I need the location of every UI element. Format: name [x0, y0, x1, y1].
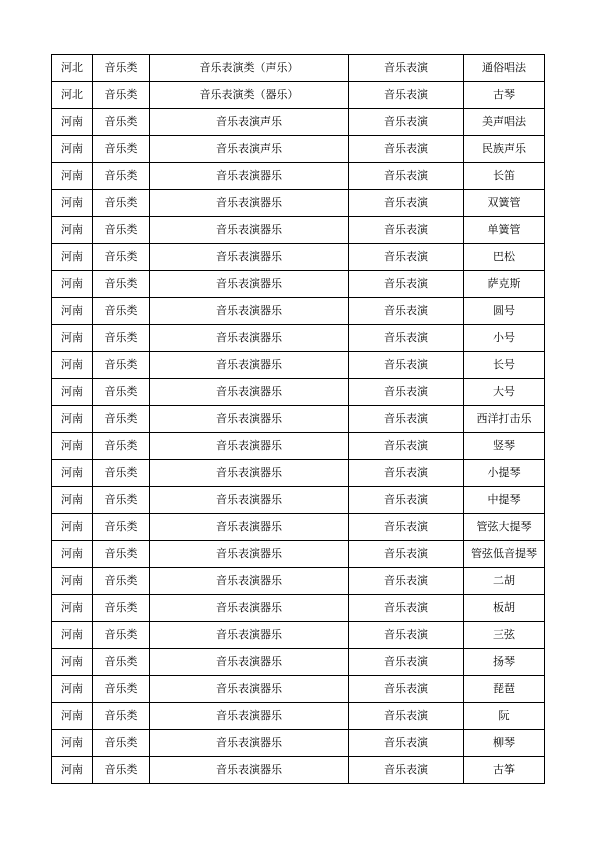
table-body — [52, 55, 545, 784]
table-row — [52, 163, 545, 190]
table-row — [52, 325, 545, 352]
province-cell: 河南 — [52, 379, 93, 406]
major-cell: 音乐表演 — [349, 352, 464, 379]
direction-cell: 二胡 — [464, 568, 545, 595]
table-row — [52, 109, 545, 136]
major-cell: 音乐表演 — [349, 757, 464, 784]
province-cell: 河南 — [52, 109, 93, 136]
category-cell: 音乐类 — [93, 703, 150, 730]
province-cell: 河南 — [52, 514, 93, 541]
category-cell: 音乐类 — [93, 460, 150, 487]
category-cell: 音乐类 — [93, 217, 150, 244]
direction-cell: 双簧管 — [464, 190, 545, 217]
subcategory-cell: 音乐表演器乐 — [150, 460, 349, 487]
province-cell: 河南 — [52, 703, 93, 730]
table-row — [52, 406, 545, 433]
major-cell: 音乐表演 — [349, 244, 464, 271]
province-cell: 河北 — [52, 55, 93, 82]
subcategory-cell: 音乐表演器乐 — [150, 217, 349, 244]
major-cell: 音乐表演 — [349, 325, 464, 352]
category-cell: 音乐类 — [93, 676, 150, 703]
major-cell: 音乐表演 — [349, 730, 464, 757]
province-cell: 河南 — [52, 595, 93, 622]
category-cell: 音乐类 — [93, 541, 150, 568]
table-row — [52, 730, 545, 757]
subcategory-cell: 音乐表演器乐 — [150, 703, 349, 730]
major-cell: 音乐表演 — [349, 622, 464, 649]
major-cell: 音乐表演 — [349, 487, 464, 514]
direction-cell: 长笛 — [464, 163, 545, 190]
province-cell: 河南 — [52, 217, 93, 244]
direction-cell: 琵琶 — [464, 676, 545, 703]
category-cell: 音乐类 — [93, 82, 150, 109]
table-row — [52, 703, 545, 730]
category-cell: 音乐类 — [93, 190, 150, 217]
table-row — [52, 82, 545, 109]
category-cell: 音乐类 — [93, 622, 150, 649]
table-row — [52, 271, 545, 298]
major-cell: 音乐表演 — [349, 541, 464, 568]
province-cell: 河南 — [52, 244, 93, 271]
province-cell: 河南 — [52, 352, 93, 379]
subcategory-cell: 音乐表演声乐 — [150, 136, 349, 163]
table-row — [52, 568, 545, 595]
major-cell: 音乐表演 — [349, 271, 464, 298]
category-cell: 音乐类 — [93, 757, 150, 784]
major-cell: 音乐表演 — [349, 190, 464, 217]
major-cell: 音乐表演 — [349, 460, 464, 487]
category-cell: 音乐类 — [93, 163, 150, 190]
major-cell: 音乐表演 — [349, 55, 464, 82]
major-cell: 音乐表演 — [349, 649, 464, 676]
category-cell: 音乐类 — [93, 298, 150, 325]
subcategory-cell: 音乐表演器乐 — [150, 676, 349, 703]
table-row — [52, 352, 545, 379]
table-row — [52, 460, 545, 487]
subcategory-cell: 音乐表演器乐 — [150, 487, 349, 514]
subcategory-cell: 音乐表演器乐 — [150, 541, 349, 568]
province-cell: 河南 — [52, 676, 93, 703]
major-cell: 音乐表演 — [349, 406, 464, 433]
direction-cell: 柳琴 — [464, 730, 545, 757]
major-cell: 音乐表演 — [349, 217, 464, 244]
direction-cell: 大号 — [464, 379, 545, 406]
major-cell: 音乐表演 — [349, 703, 464, 730]
subcategory-cell: 音乐表演器乐 — [150, 730, 349, 757]
direction-cell: 西洋打击乐 — [464, 406, 545, 433]
subcategory-cell: 音乐表演器乐 — [150, 190, 349, 217]
direction-cell: 扬琴 — [464, 649, 545, 676]
category-cell: 音乐类 — [93, 271, 150, 298]
major-cell: 音乐表演 — [349, 568, 464, 595]
subcategory-cell: 音乐表演器乐 — [150, 595, 349, 622]
subcategory-cell: 音乐表演类（声乐） — [150, 55, 349, 82]
category-cell: 音乐类 — [93, 136, 150, 163]
province-cell: 河南 — [52, 406, 93, 433]
subcategory-cell: 音乐表演器乐 — [150, 298, 349, 325]
subcategory-cell: 音乐表演器乐 — [150, 757, 349, 784]
province-cell: 河南 — [52, 271, 93, 298]
category-cell: 音乐类 — [93, 379, 150, 406]
direction-cell: 民族声乐 — [464, 136, 545, 163]
table-row — [52, 487, 545, 514]
table-row — [52, 190, 545, 217]
province-cell: 河南 — [52, 325, 93, 352]
data-table — [51, 54, 545, 784]
subcategory-cell: 音乐表演器乐 — [150, 244, 349, 271]
direction-cell: 三弦 — [464, 622, 545, 649]
major-cell: 音乐表演 — [349, 136, 464, 163]
province-cell: 河南 — [52, 163, 93, 190]
direction-cell: 通俗唱法 — [464, 55, 545, 82]
major-cell: 音乐表演 — [349, 163, 464, 190]
category-cell: 音乐类 — [93, 352, 150, 379]
direction-cell: 古琴 — [464, 82, 545, 109]
table-row — [52, 595, 545, 622]
table-row — [52, 55, 545, 82]
province-cell: 河南 — [52, 433, 93, 460]
direction-cell: 美声唱法 — [464, 109, 545, 136]
direction-cell: 小号 — [464, 325, 545, 352]
province-cell: 河南 — [52, 568, 93, 595]
subcategory-cell: 音乐表演器乐 — [150, 406, 349, 433]
province-cell: 河南 — [52, 190, 93, 217]
subcategory-cell: 音乐表演器乐 — [150, 649, 349, 676]
category-cell: 音乐类 — [93, 730, 150, 757]
direction-cell: 萨克斯 — [464, 271, 545, 298]
subcategory-cell: 音乐表演器乐 — [150, 163, 349, 190]
subcategory-cell: 音乐表演器乐 — [150, 325, 349, 352]
major-cell: 音乐表演 — [349, 676, 464, 703]
province-cell: 河南 — [52, 730, 93, 757]
category-cell: 音乐类 — [93, 433, 150, 460]
province-cell: 河南 — [52, 541, 93, 568]
category-cell: 音乐类 — [93, 595, 150, 622]
category-cell: 音乐类 — [93, 244, 150, 271]
table-row — [52, 244, 545, 271]
direction-cell: 管弦大提琴 — [464, 514, 545, 541]
subcategory-cell: 音乐表演器乐 — [150, 622, 349, 649]
table-row — [52, 649, 545, 676]
subcategory-cell: 音乐表演类（器乐） — [150, 82, 349, 109]
subcategory-cell: 音乐表演器乐 — [150, 379, 349, 406]
direction-cell: 巴松 — [464, 244, 545, 271]
province-cell: 河北 — [52, 82, 93, 109]
direction-cell: 中提琴 — [464, 487, 545, 514]
table-row — [52, 676, 545, 703]
category-cell: 音乐类 — [93, 514, 150, 541]
table-row — [52, 379, 545, 406]
table-row — [52, 217, 545, 244]
subcategory-cell: 音乐表演器乐 — [150, 271, 349, 298]
major-cell: 音乐表演 — [349, 433, 464, 460]
province-cell: 河南 — [52, 487, 93, 514]
table-row — [52, 298, 545, 325]
table-row — [52, 541, 545, 568]
table-row — [52, 514, 545, 541]
major-cell: 音乐表演 — [349, 595, 464, 622]
category-cell: 音乐类 — [93, 55, 150, 82]
category-cell: 音乐类 — [93, 406, 150, 433]
direction-cell: 古筝 — [464, 757, 545, 784]
table-row — [52, 136, 545, 163]
province-cell: 河南 — [52, 298, 93, 325]
province-cell: 河南 — [52, 649, 93, 676]
subcategory-cell: 音乐表演器乐 — [150, 568, 349, 595]
province-cell: 河南 — [52, 622, 93, 649]
table-row — [52, 757, 545, 784]
major-cell: 音乐表演 — [349, 379, 464, 406]
major-cell: 音乐表演 — [349, 82, 464, 109]
subcategory-cell: 音乐表演器乐 — [150, 514, 349, 541]
subcategory-cell: 音乐表演声乐 — [150, 109, 349, 136]
category-cell: 音乐类 — [93, 568, 150, 595]
major-cell: 音乐表演 — [349, 514, 464, 541]
category-cell: 音乐类 — [93, 109, 150, 136]
province-cell: 河南 — [52, 757, 93, 784]
direction-cell: 管弦低音提琴 — [464, 541, 545, 568]
subcategory-cell: 音乐表演器乐 — [150, 433, 349, 460]
major-cell: 音乐表演 — [349, 298, 464, 325]
direction-cell: 阮 — [464, 703, 545, 730]
category-cell: 音乐类 — [93, 325, 150, 352]
category-cell: 音乐类 — [93, 487, 150, 514]
direction-cell: 板胡 — [464, 595, 545, 622]
major-cell: 音乐表演 — [349, 109, 464, 136]
category-cell: 音乐类 — [93, 649, 150, 676]
direction-cell: 小提琴 — [464, 460, 545, 487]
province-cell: 河南 — [52, 460, 93, 487]
province-cell: 河南 — [52, 136, 93, 163]
table-row — [52, 433, 545, 460]
table-row — [52, 622, 545, 649]
direction-cell: 长号 — [464, 352, 545, 379]
direction-cell: 单簧管 — [464, 217, 545, 244]
direction-cell: 圆号 — [464, 298, 545, 325]
direction-cell: 竖琴 — [464, 433, 545, 460]
subcategory-cell: 音乐表演器乐 — [150, 352, 349, 379]
